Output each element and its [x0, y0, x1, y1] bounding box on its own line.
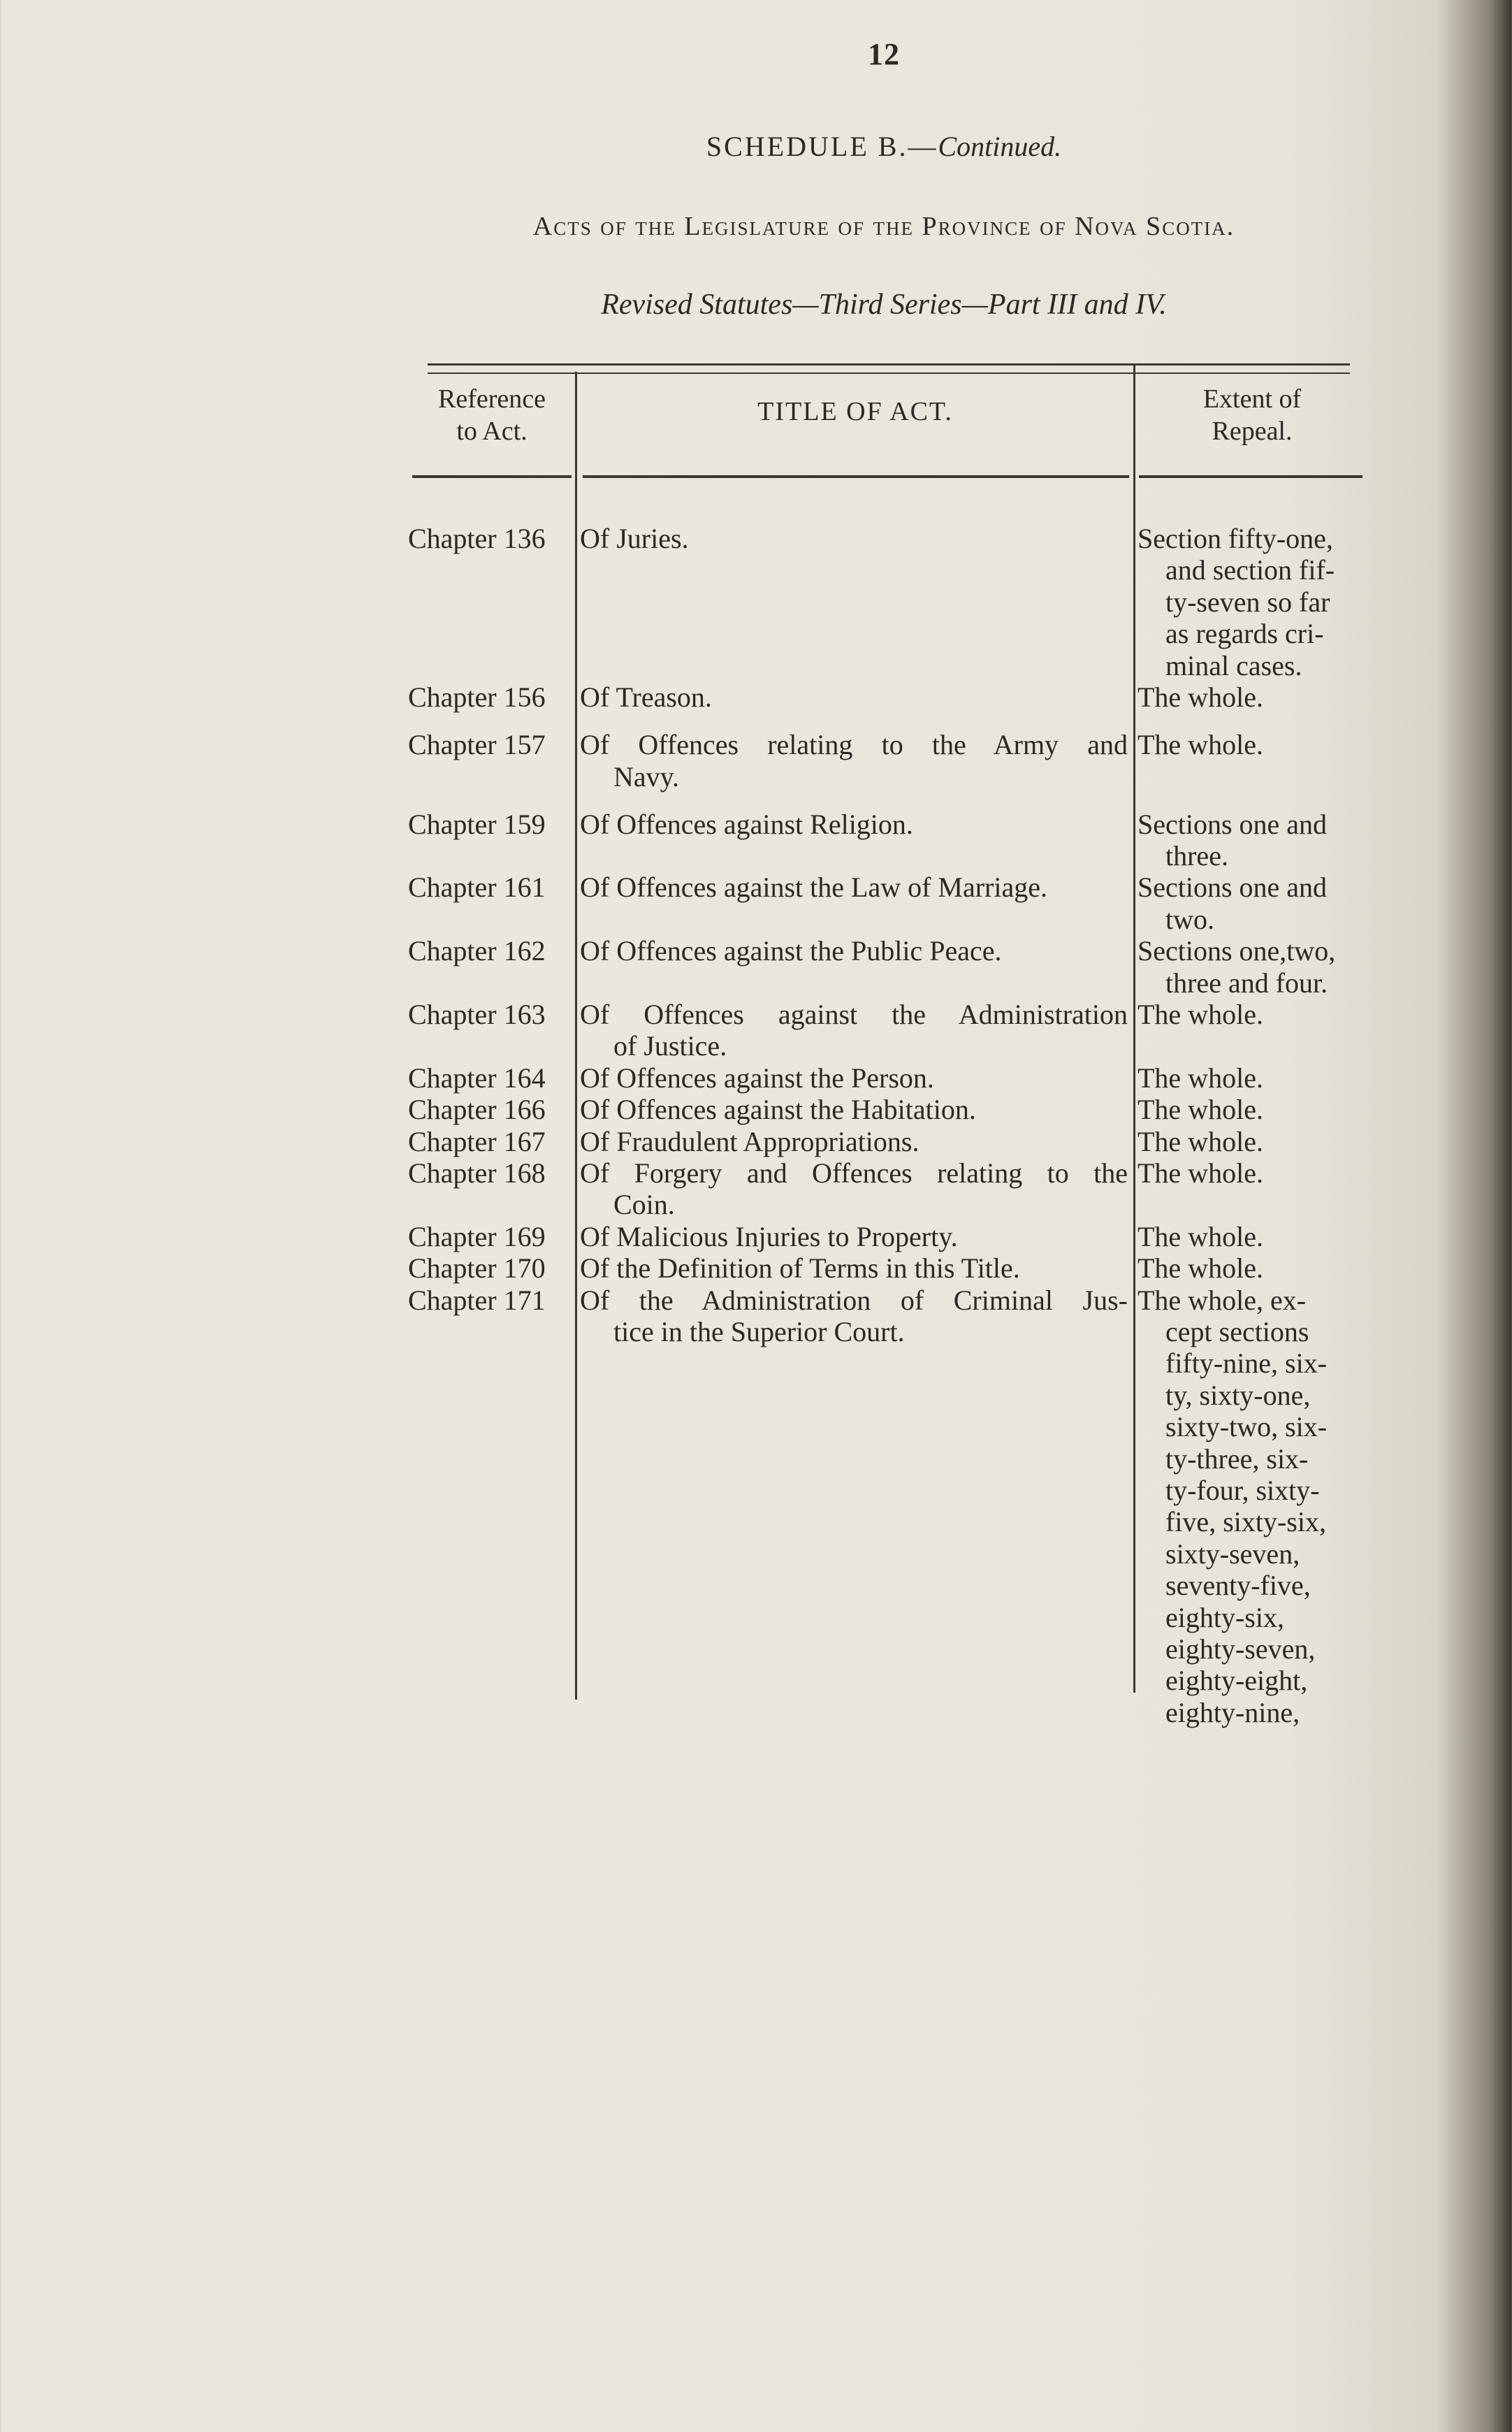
act-title: [580, 1157, 1128, 1221]
extent-column-header: [1136, 383, 1368, 447]
extent-of-repeal: [1137, 1062, 1368, 1094]
act-title-line: Of Offences against the Law of Marriage.: [580, 871, 1047, 904]
extent-line: two.: [1165, 903, 1214, 935]
schedule-continued: Continued.: [938, 131, 1062, 162]
extent-line: Sections one,two,: [1137, 935, 1336, 967]
extent-header-line: Repeal.: [1212, 417, 1293, 446]
extent-of-repeal: [1137, 1221, 1368, 1252]
act-title: [580, 729, 1128, 792]
schedule-title: [0, 130, 1512, 163]
act-title-line: Navy.: [613, 760, 680, 792]
extent-of-repeal: [1137, 935, 1368, 999]
extent-header-rule: [1139, 475, 1362, 478]
act-title: [580, 809, 1128, 840]
extent-line: eighty-nine,: [1165, 1696, 1300, 1728]
chapter-reference: Chapter 161: [408, 871, 546, 904]
act-title-line: Of Offences against the Habitation.: [580, 1094, 976, 1126]
extent-line: The whole.: [1137, 729, 1263, 761]
extent-line: cept sections: [1165, 1316, 1309, 1347]
extent-line: eighty-six,: [1165, 1601, 1284, 1633]
reference-header-line: Reference: [438, 384, 546, 414]
act-title: [580, 1126, 1128, 1157]
extent-line: ty-four, sixty-: [1165, 1475, 1320, 1507]
chapter-reference: Chapter 157: [408, 729, 546, 761]
extent-line: three.: [1165, 840, 1228, 871]
series-heading: Revised Statutes—Third Series—Part III and IV.: [601, 289, 1167, 321]
extent-of-repeal: [1137, 1252, 1368, 1284]
act-title-line: tice in the Superior Court.: [613, 1316, 905, 1347]
act-title-line: Of Offences against Religion.: [580, 808, 913, 840]
act-title-line: Of Offences against the Administration: [580, 999, 1128, 1030]
act-title: [580, 935, 1128, 967]
extent-line: fifty-nine, six-: [1165, 1347, 1328, 1380]
extent-of-repeal: [1137, 1284, 1368, 1729]
extent-line: five, sixty-six,: [1165, 1506, 1326, 1538]
extent-line: sixty-seven,: [1165, 1537, 1300, 1570]
reference-column-header: [408, 383, 576, 447]
act-title-line: Of Treason.: [580, 681, 712, 713]
chapter-reference: Chapter 168: [408, 1157, 546, 1189]
extent-line: as regards cri-: [1165, 618, 1324, 650]
act-title: [580, 681, 1128, 713]
table-top-rule: [428, 363, 1350, 374]
title-column-header: TITLE OF ACT.: [757, 397, 953, 426]
act-title-line: Of Forgery and Offences relating to the: [580, 1157, 1128, 1189]
chapter-reference: Chapter 167: [408, 1125, 546, 1157]
extent-of-repeal: [1137, 729, 1368, 760]
column-divider-right: [1133, 365, 1135, 1693]
extent-line: The whole.: [1137, 1220, 1263, 1252]
act-title: [580, 1094, 1128, 1125]
act-title: [580, 523, 1128, 554]
extent-line: and section fif-: [1165, 554, 1335, 586]
chapter-reference: Chapter 166: [408, 1094, 546, 1126]
extent-of-repeal: [1137, 1157, 1368, 1189]
chapter-reference: Chapter 164: [408, 1062, 546, 1094]
extent-line: The whole.: [1137, 1062, 1263, 1094]
extent-of-repeal: [1137, 809, 1368, 872]
column-divider-left: [575, 372, 577, 1700]
act-title-line: of Justice.: [613, 1030, 727, 1062]
extent-line: The whole.: [1137, 1157, 1263, 1189]
act-title-line: Of Juries.: [580, 523, 689, 554]
extent-of-repeal: [1137, 523, 1368, 681]
extent-line: eighty-seven,: [1165, 1633, 1316, 1665]
extent-line: Sections one and: [1137, 871, 1328, 904]
acts-heading: Acts of the Legislature of the Province of Nova Scotia.: [532, 212, 1235, 241]
chapter-reference: Chapter 136: [408, 523, 546, 554]
reference-header-line: to Act.: [456, 417, 528, 446]
act-title-line: Of Offences relating to the Army and: [580, 729, 1128, 761]
chapter-reference: Chapter 159: [408, 808, 546, 840]
act-title: [580, 1252, 1128, 1284]
extent-line: The whole.: [1137, 681, 1263, 713]
extent-line: seventy-five,: [1165, 1570, 1311, 1602]
page-number: 12: [868, 37, 900, 71]
act-title-line: Of Offences against the Public Peace.: [580, 935, 1002, 967]
extent-of-repeal: [1137, 999, 1368, 1030]
extent-of-repeal: [1137, 681, 1368, 713]
extent-line: minal cases.: [1165, 649, 1302, 681]
extent-line: three and four.: [1165, 967, 1328, 999]
extent-line: ty-three, six-: [1165, 1442, 1309, 1475]
chapter-reference: Chapter 156: [408, 681, 546, 713]
title-header-rule: [583, 475, 1129, 478]
act-title-line: Of Fraudulent Appropriations.: [580, 1125, 919, 1157]
chapter-reference: Chapter 163: [408, 999, 546, 1030]
extent-line: ty, sixty-one,: [1165, 1379, 1311, 1411]
extent-line: The whole.: [1137, 1125, 1263, 1157]
act-title: [580, 871, 1128, 903]
act-title-line: Of Malicious Injuries to Property.: [580, 1220, 958, 1252]
act-title-line: Of the Definition of Terms in this Title.: [580, 1252, 1020, 1284]
extent-line: The whole, ex-: [1137, 1284, 1307, 1316]
reference-header-rule: [412, 475, 572, 478]
extent-line: Sections one and: [1137, 808, 1328, 840]
act-title: [580, 999, 1128, 1062]
extent-line: The whole.: [1137, 1094, 1263, 1126]
extent-header-line: Extent of: [1202, 384, 1302, 414]
chapter-reference: Chapter 169: [408, 1220, 546, 1252]
act-title-line: Of the Administration of Criminal Jus-: [580, 1284, 1128, 1316]
extent-line: sixty-two, six-: [1165, 1411, 1328, 1443]
chapter-reference: Chapter 171: [408, 1284, 546, 1316]
extent-line: The whole.: [1137, 999, 1263, 1030]
schedule-label: SCHEDULE B.—: [706, 131, 938, 162]
extent-line: Section fifty-one,: [1137, 523, 1333, 554]
act-title-line: Coin.: [613, 1189, 675, 1221]
act-title: [580, 1221, 1128, 1252]
act-title-line: Of Offences against the Person.: [580, 1062, 934, 1094]
act-title: [580, 1284, 1128, 1348]
extent-line: The whole.: [1137, 1252, 1263, 1284]
act-title: [580, 1062, 1128, 1094]
chapter-reference: Chapter 162: [408, 935, 546, 967]
extent-line: eighty-eight,: [1165, 1665, 1308, 1697]
chapter-reference: Chapter 170: [408, 1252, 546, 1284]
extent-of-repeal: [1137, 871, 1368, 935]
extent-line: ty-seven so far: [1165, 586, 1330, 618]
extent-of-repeal: [1137, 1126, 1368, 1157]
extent-of-repeal: [1137, 1094, 1368, 1125]
